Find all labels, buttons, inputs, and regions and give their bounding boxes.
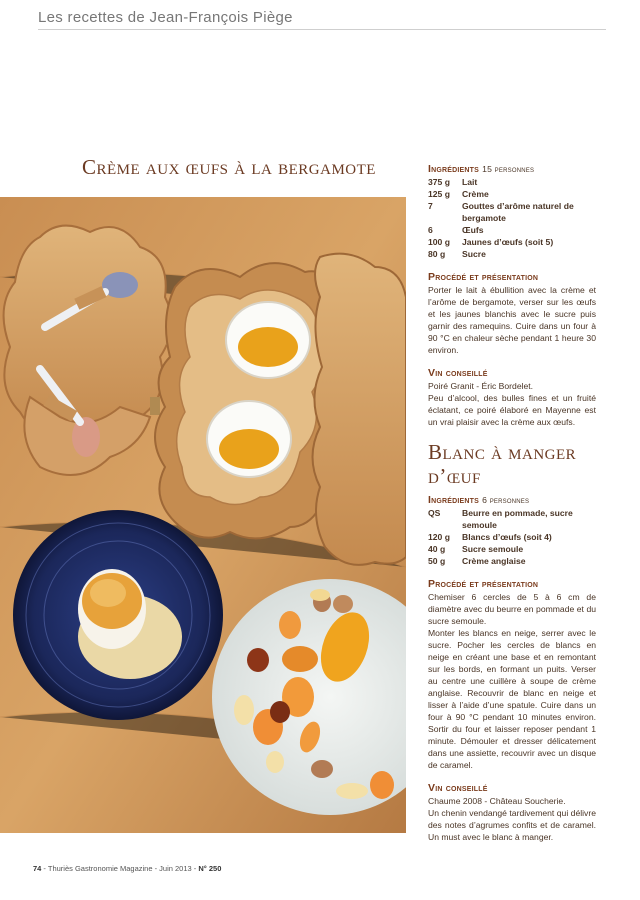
ingredient-qty: QS — [428, 508, 441, 518]
running-head: Les recettes de Jean-François Piège — [38, 9, 293, 26]
ingredient-row — [428, 176, 596, 188]
recipe1-procedure-heading: Procédé et présentation — [428, 271, 539, 283]
ingredient-name: Crème anglaise — [462, 556, 526, 566]
page-footer — [33, 864, 221, 873]
ingredient-row — [428, 188, 596, 200]
recipe1-wine-name: Poiré Granit - Éric Bordelet. — [428, 381, 534, 391]
photo-illustration — [0, 197, 406, 833]
recipe1-ingredients-list — [428, 176, 596, 260]
recipe2-wine-text: Un chenin vendangé tardivement qui délivre des notes d’agrumes confits et de caramel. Un must avec le blanc à manger. — [428, 808, 596, 842]
recipe2-title: Blanc à manger d’œuf — [428, 440, 577, 488]
ingredient-qty: 40 g — [428, 544, 446, 554]
recipe2-wine-heading: Vin conseillé — [428, 782, 488, 794]
ingredient-row — [428, 555, 596, 567]
ingredient-name: Blancs d’œufs (soit 4) — [462, 532, 552, 542]
ingredient-name: Crème — [462, 189, 489, 199]
recipe-photo — [0, 197, 406, 833]
ingredient-name: Beurre en pommade, sucre semoule — [462, 508, 573, 530]
issue-number: N° 250 — [198, 864, 222, 873]
ingredient-row — [428, 200, 596, 224]
ingredient-qty: 50 g — [428, 556, 446, 566]
ingredient-row — [428, 507, 596, 531]
recipe1-wine-heading: Vin conseillé — [428, 367, 488, 379]
ingredient-row — [428, 248, 596, 260]
recipe2-servings: 6 personnes — [482, 495, 530, 505]
ingredient-row — [428, 224, 596, 236]
ingredient-qty: 6 — [428, 225, 433, 235]
ingredient-qty: 80 g — [428, 249, 446, 259]
ingredient-qty: 7 — [428, 201, 433, 211]
recipe2-ingredients-list — [428, 507, 596, 567]
recipe2-ingredients-heading — [428, 494, 596, 507]
recipe1-ingredients-heading — [428, 163, 596, 176]
recipe1-procedure-text: Porter le lait à ébullition avec la crème et l’arôme de bergamote, verser sur les œufs et les jaunes blanchis avec le sucre puis garnir des ramequins. Cuire dans un four à 90 °C en chaleur sèche pendant 1 heure 30 environ. — [428, 285, 596, 355]
recipe2-procedure-text-1: Chemiser 6 cercles de 5 à 6 cm de diamètre avec du beurre en pommade et du sucre semoule. — [428, 592, 596, 626]
recipe1-wine-text: Peu d’alcool, des bulles fines et un fruité éclatant, ce poiré élaboré en Mayenne est un vrai plaisir avec la crème aux œufs. — [428, 393, 596, 427]
ingredient-row — [428, 236, 596, 248]
page-number: 74 — [33, 864, 42, 873]
recipe1-title: Crème aux œufs à la bergamote — [82, 155, 376, 179]
recipe2-procedure-heading: Procédé et présentation — [428, 578, 539, 590]
ingredient-qty: 100 g — [428, 237, 450, 247]
recipe2-procedure-text-2: Monter les blancs en neige, serrer avec le sucre. Pocher les cercles de blancs en neige en créant une base et en remontant sur les bords, en formant un puits. Verser au centre une cuillère à soupe de crème anglaise. Recouvrir de blanc en neige et lisser à l’aide d’une spatule. Cuire dans un four à 90 °C pendant 10 minutes environ. Sortir du four et laisser reposer pendant 1 minute. Démouler et dresser délicatement dans une assiette, recouvrir avec un disque de caramel. — [428, 628, 596, 770]
recipe1-ingredients-label: Ingrédients — [428, 163, 480, 175]
recipe2-ingredients-label: Ingrédients — [428, 494, 480, 506]
ingredient-row — [428, 531, 596, 543]
ingredient-name: Gouttes d’arôme naturel de bergamote — [462, 201, 574, 223]
ingredient-qty: 375 g — [428, 177, 450, 187]
recipe1-servings: 15 personnes — [482, 164, 535, 174]
ingredient-name: Sucre — [462, 249, 486, 259]
recipe1-column — [428, 163, 596, 843]
ingredient-name: Jaunes d’œufs (soit 5) — [462, 237, 554, 247]
ingredient-qty: 120 g — [428, 532, 450, 542]
ingredient-name: Lait — [462, 177, 478, 187]
ingredient-name: Œufs — [462, 225, 484, 235]
header-rule — [38, 29, 606, 30]
ingredient-name: Sucre semoule — [462, 544, 524, 554]
recipe2-wine-name: Chaume 2008 - Château Soucherie. — [428, 796, 566, 806]
ingredient-qty: 125 g — [428, 189, 450, 199]
footer-text: - Thuriès Gastronomie Magazine - Juin 2013 - — [41, 864, 199, 873]
ingredient-row — [428, 543, 596, 555]
